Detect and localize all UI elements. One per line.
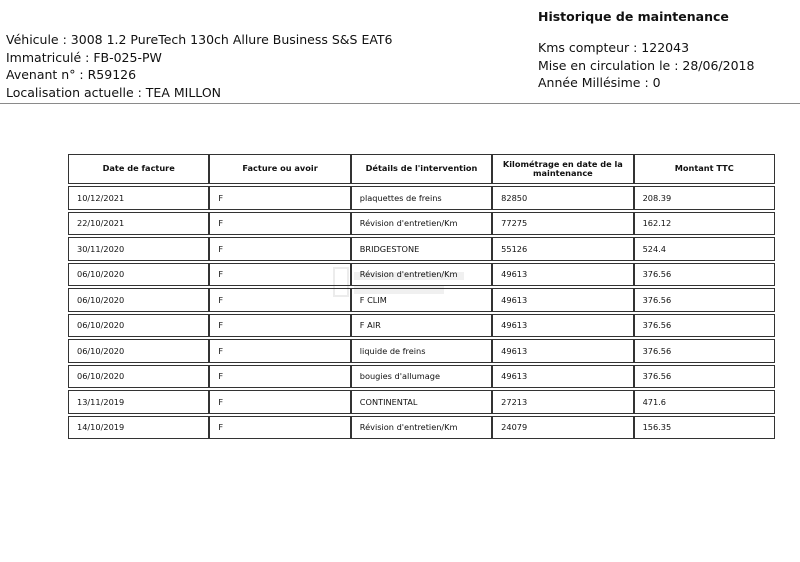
cell-date: 14/10/2019	[68, 416, 209, 440]
table-row	[68, 263, 775, 287]
cell-details: liquide de freins	[351, 339, 492, 363]
cell-amount: 471.6	[634, 390, 775, 414]
model-year: Année Millésime : 0	[538, 75, 661, 91]
cell-km: 49613	[492, 314, 633, 338]
header-intervention-details: Détails de l'intervention	[351, 154, 492, 184]
page-title: Historique de maintenance	[538, 9, 729, 24]
table-row	[68, 237, 775, 261]
cell-km: 55126	[492, 237, 633, 261]
header-invoice-or-credit: Facture ou avoir	[209, 154, 350, 184]
cell-type: F	[209, 237, 350, 261]
cell-type: F	[209, 339, 350, 363]
table-row	[68, 314, 775, 338]
cell-amount: 376.56	[634, 365, 775, 389]
cell-amount: 376.56	[634, 288, 775, 312]
cell-km: 49613	[492, 288, 633, 312]
cell-km: 49613	[492, 339, 633, 363]
cell-date: 10/12/2021	[68, 186, 209, 210]
cell-date: 30/11/2020	[68, 237, 209, 261]
cell-date: 06/10/2020	[68, 339, 209, 363]
cell-km: 24079	[492, 416, 633, 440]
vehicle-registration: Immatriculé : FB-025-PW	[6, 49, 162, 65]
cell-km: 49613	[492, 365, 633, 389]
first-registration-date: Mise en circulation le : 28/06/2018	[538, 57, 755, 73]
cell-type: F	[209, 314, 350, 338]
cell-type: F	[209, 416, 350, 440]
cell-details: plaquettes de freins	[351, 186, 492, 210]
cell-type: F	[209, 390, 350, 414]
cell-type: F	[209, 365, 350, 389]
table-row	[68, 339, 775, 363]
cell-amount: 376.56	[634, 263, 775, 287]
cell-amount: 524.4	[634, 237, 775, 261]
vehicle-info	[6, 31, 393, 101]
odometer-reading: Kms compteur : 122043	[538, 40, 690, 55]
cell-date: 06/10/2020	[68, 314, 209, 338]
cell-amount: 376.56	[634, 339, 775, 363]
cell-km: 49613	[492, 263, 633, 287]
cell-km: 82850	[492, 186, 633, 210]
cell-amount: 376.56	[634, 314, 775, 338]
maintenance-table	[68, 154, 775, 439]
cell-details: Révision d'entretien/Km	[351, 212, 492, 236]
cell-details: Révision d'entretien/Km	[351, 416, 492, 440]
vehicle-model: Véhicule : 3008 1.2 PureTech 130ch Allure Business S&S EAT6	[6, 32, 393, 47]
cell-details: F AIR	[351, 314, 492, 338]
cell-details: Révision d'entretien/Km	[351, 263, 492, 287]
contract-amendment: Avenant n° : R59126	[6, 67, 137, 83]
table-row	[68, 212, 775, 236]
cell-details: bougies d'allumage	[351, 365, 492, 389]
cell-amount: 162.12	[634, 212, 775, 236]
cell-type: F	[209, 263, 350, 287]
table-header-row	[68, 154, 775, 184]
header-invoice-date: Date de facture	[68, 154, 209, 184]
header-divider	[0, 103, 800, 104]
cell-date: 22/10/2021	[68, 212, 209, 236]
cell-date: 06/10/2020	[68, 263, 209, 287]
table-row	[68, 390, 775, 414]
cell-km: 27213	[492, 390, 633, 414]
header-amount: Montant TTC	[634, 154, 775, 184]
maintenance-summary	[538, 9, 754, 92]
cell-km: 77275	[492, 212, 633, 236]
header-mileage: Kilométrage en date de la maintenance	[492, 154, 633, 184]
cell-date: 13/11/2019	[68, 390, 209, 414]
cell-date: 06/10/2020	[68, 288, 209, 312]
cell-type: F	[209, 212, 350, 236]
table-row	[68, 365, 775, 389]
cell-details: CONTINENTAL	[351, 390, 492, 414]
vehicle-location: Localisation actuelle : TEA MILLON	[6, 84, 222, 100]
cell-amount: 208.39	[634, 186, 775, 210]
cell-amount: 156.35	[634, 416, 775, 440]
cell-type: F	[209, 186, 350, 210]
table-row	[68, 186, 775, 210]
cell-details: F CLIM	[351, 288, 492, 312]
cell-details: BRIDGESTONE	[351, 237, 492, 261]
table-row	[68, 288, 775, 312]
cell-type: F	[209, 288, 350, 312]
table-row	[68, 416, 775, 440]
cell-date: 06/10/2020	[68, 365, 209, 389]
